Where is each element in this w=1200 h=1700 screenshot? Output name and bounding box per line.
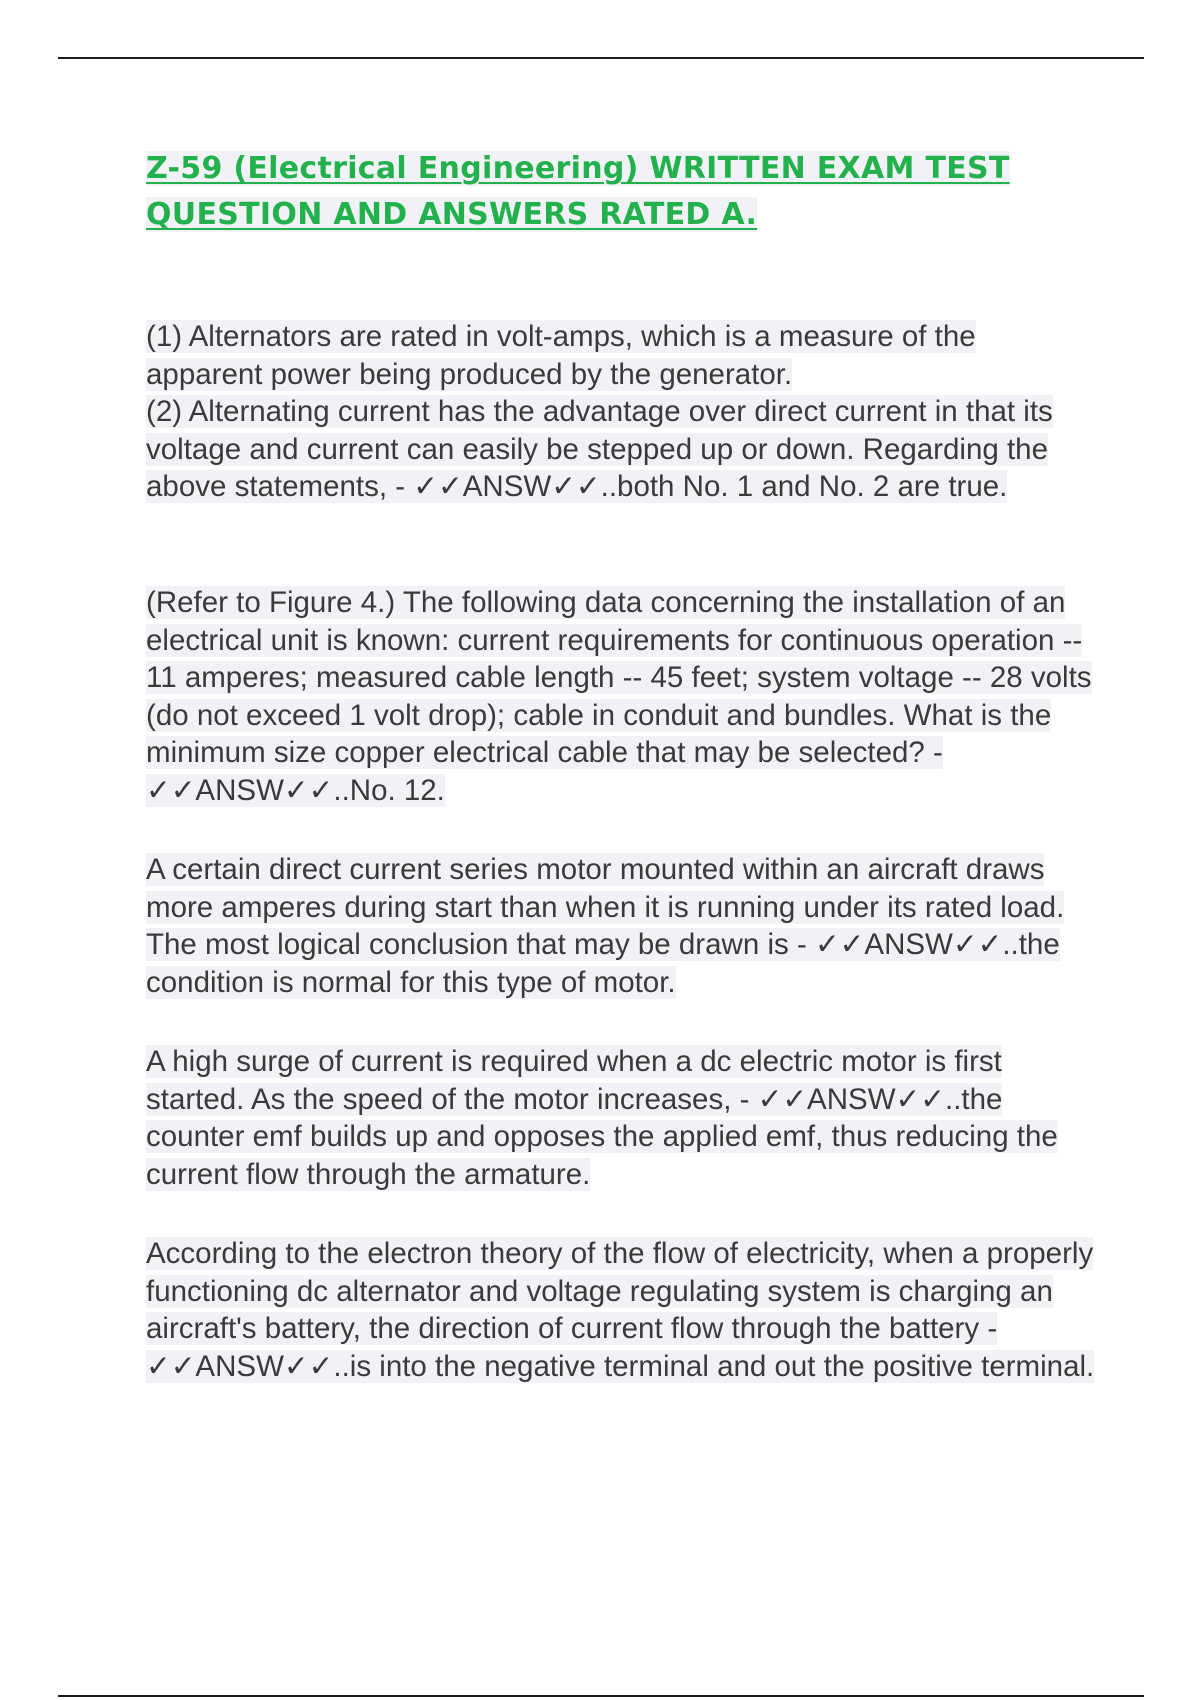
answer-text: ✓✓ANSW✓✓..the counter emf builds up and opposes the applied emf, thus reducing the current flow through the armature. bbox=[146, 1082, 1058, 1191]
qa-item bbox=[146, 584, 1096, 809]
question-text: A certain direct current series motor mounted within an aircraft draws more amperes during start than when it is running under its rated load. The most logical conclusion that may be drawn is - bbox=[146, 853, 1065, 961]
qa-item bbox=[146, 851, 1096, 1001]
document-title-text: Z-59 (Electrical Engineering) WRITTEN EXAM TEST QUESTION AND ANSWERS RATED A. bbox=[146, 151, 1010, 232]
answer-text: ✓✓ANSW✓✓..is into the negative terminal and out the positive terminal. bbox=[146, 1349, 1095, 1383]
question-text: (1) Alternators are rated in volt-amps, which is a measure of the apparent power being produced by the generator. bbox=[146, 320, 976, 391]
question-text: (2) Alternating current has the advantage over direct current in that its voltage and current can easily be stepped up or down. Regarding the above statements, - bbox=[146, 395, 1053, 503]
question-text: (Refer to Figure 4.) The following data concerning the installation of an electrical unit is known: current requirements for continuous operation -- 11 amperes; measured cable length -- 45 feet; system voltage -- 28 volts (do not exceed 1 volt drop); cable in conduit and bundles. What is the minimum size copper electrical cable that may be selected? - bbox=[146, 586, 1092, 769]
qa-item bbox=[146, 1043, 1096, 1193]
header-rule bbox=[58, 57, 1144, 59]
question-text: According to the electron theory of the flow of electricity, when a properly functioning dc alternator and voltage regulating system is charging an aircraft's battery, the direction of current flow through the battery - bbox=[146, 1237, 1094, 1345]
document-title bbox=[146, 146, 1076, 238]
answer-text: ✓✓ANSW✓✓..No. 12. bbox=[146, 773, 445, 807]
answer-text: ✓✓ANSW✓✓..the condition is normal for this type of motor. bbox=[146, 928, 1060, 999]
question-text: A high surge of current is required when a dc electric motor is first started. As the speed of the motor increases, - bbox=[146, 1045, 1002, 1116]
answer-text: ✓✓ANSW✓✓..both No. 1 and No. 2 are true. bbox=[413, 470, 1008, 503]
qa-item bbox=[146, 318, 1096, 506]
footer-rule bbox=[58, 1695, 1144, 1697]
qa-item bbox=[146, 1235, 1096, 1385]
